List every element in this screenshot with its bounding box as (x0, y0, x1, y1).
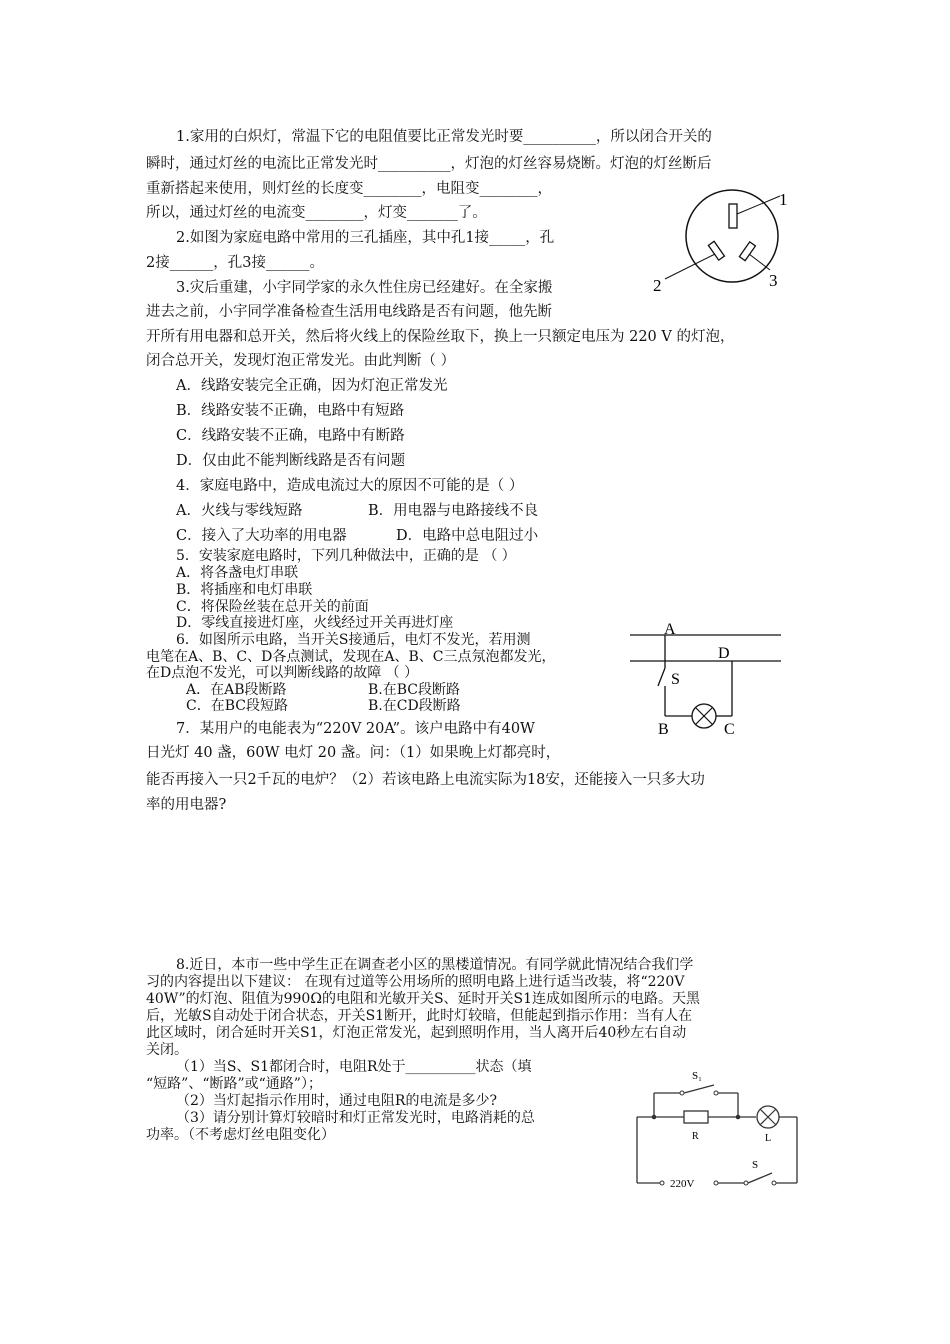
switch-s1-label: S₁ (692, 1070, 702, 1082)
lamp-l-label: L (765, 1133, 772, 1144)
q6-option-d: B.在CD段断路 (368, 698, 461, 714)
q8-line6: 关闭。 (146, 1042, 188, 1058)
q5-option-d: D．零线直接进灯座，火线经过开关再进灯座 (176, 615, 454, 631)
q8-circuit-figure (632, 1065, 807, 1195)
point-a-label: A (664, 621, 676, 638)
q3-option-a: A．线路安装完全正确，因为灯泡正常发光 (176, 378, 448, 394)
q1-line3: 重新搭起来使用，则灯丝的长度变________，电阻变________， (146, 181, 552, 197)
q8-line4: 后，光敏S自动处于闭合状态，开关S1断开，此时灯较暗，但能起到指示作用：当有人在 (146, 1008, 693, 1024)
switch-s (748, 1173, 772, 1183)
q6-option-c: C．在BC段短路 (186, 698, 288, 714)
q6-line2: 电笔在A、B、C、D各点测试，发现在A、B、C三点氖泡都发光， (146, 649, 556, 665)
socket-hole-1 (729, 204, 737, 228)
switch-s1 (684, 1085, 714, 1093)
q3-option-b: B．线路安装不正确，电路中有短路 (176, 403, 405, 419)
q7-line4: 率的用电器? (146, 797, 227, 813)
q8-sub1-b: “短路”、“断路”或“通路”）； (146, 1076, 322, 1092)
q1-line1: 1.家用的白炽灯，常温下它的电阻值要比正常发光时要__________，所以闭合开关的 (176, 129, 712, 145)
switch-s-label: S (671, 671, 680, 688)
switch-s-label: S (752, 1159, 759, 1171)
point-b-label: B (658, 721, 669, 738)
q8-line1: 8.近日，本市一些中学生正在调查老小区的黑楼道情况。有同学就此情况结合我们学 (176, 957, 694, 973)
q2-line1: 2.如图为家庭电路中常用的三孔插座，其中孔1接_____，孔 (176, 230, 555, 246)
socket-hole-2 (708, 241, 724, 260)
q4-option-b: B．用电器与电路接线不良 (368, 503, 539, 519)
q3-option-d: D．仅由此不能判断线路是否有问题 (176, 453, 406, 469)
q7-line1: 7．某用户的电能表为“220V 20A”。该户电路中有40W (176, 721, 535, 737)
q4-option-c: C．接入了大功率的用电器 (176, 528, 347, 544)
q8-line3: 40W”的灯泡、阻值为990Ω的电阻和光敏开关S、延时开关S1连成如图所示的电路。天黑 (146, 991, 701, 1007)
q6-circuit-figure (628, 618, 788, 743)
q4-option-d: D．电路中总电阻过小 (396, 528, 539, 544)
q8-sub1-a: （1）当S、S1都闭合时，电阻R处于__________状态（填 (176, 1059, 532, 1075)
q3-line3: 开所有用电器和总开关，然后将火线上的保险丝取下，换上一只额定电压为 220 V 的灯泡， (146, 329, 735, 345)
q3-line2: 进去之前，小宇同学准备检查生活用电线路是否有问题，他先断 (146, 304, 552, 320)
socket-hole-3 (739, 242, 755, 261)
q6-option-a: A．在AB段断路 (186, 682, 287, 698)
q8-line2: 习的内容提出以下建议： 在现有过道等公用场所的照明电路上进行适当改装，将“220V (146, 974, 685, 990)
q7-line3: 能否再接入一只2千瓦的电炉？（2）若该电路上电流实际为18安，还能接入一只多大功 (146, 772, 705, 788)
q3-line4: 闭合总开关，发现灯泡正常发光。由此判断（ ） (146, 353, 456, 369)
socket-label-2: 2 (653, 276, 662, 295)
q5-option-c: C．将保险丝装在总开关的前面 (176, 599, 369, 615)
q1-line2: 瞬时，通过灯丝的电流比正常发光时__________，灯泡的灯丝容易烧断。灯泡的灯丝断后 (146, 156, 712, 172)
socket-label-1: 1 (779, 190, 788, 209)
point-c-label: C (724, 721, 735, 738)
resistor-r (684, 1111, 708, 1123)
q5-option-a: A．将各盏电灯串联 (176, 565, 299, 581)
q6-option-b: B.在BC段断路 (368, 682, 460, 698)
switch-s (658, 668, 665, 686)
q7-line2: 日光灯 40 盏，60W 电灯 20 盏。问：（1）如果晚上灯都亮时， (146, 745, 561, 761)
q2-line2: 2接______，孔3接______。 (146, 255, 324, 271)
three-hole-socket-figure (645, 180, 805, 300)
q4-stem: 4．家庭电路中，造成电流过大的原因不可能的是（ ） (176, 478, 524, 494)
q6-line3: 在D点泡不发光，可以判断线路的故障 （ ） (146, 665, 419, 681)
point-d-label: D (718, 645, 730, 662)
q8-line5: 此区域时，闭合延时开关S1，灯泡正常发光，起到照明作用，当人离开后40秒左右自动 (146, 1025, 687, 1041)
q6-line1: 6．如图所示电路，当开关S接通后，电灯不发光，若用测 (176, 632, 531, 648)
q8-sub3-b: 功率。（不考虑灯丝电阻变化） (146, 1127, 335, 1143)
q4-option-a: A．火线与零线短路 (176, 503, 303, 519)
q3-line1: 3.灾后重建，小宇同学家的永久性住房已经建好。在全家搬 (176, 280, 553, 296)
socket-label-3: 3 (769, 271, 778, 290)
q5-stem: 5．安装家庭电路时，下列几种做法中，正确的是 （ ） (176, 548, 516, 564)
q5-option-b: B．将插座和电灯串联 (176, 582, 313, 598)
q3-option-c: C．线路安装不正确，电路中有断路 (176, 428, 405, 444)
resistor-r-label: R (692, 1131, 699, 1142)
q8-sub2: （2）当灯起指示作用时，通过电阻R的电流是多少? (176, 1093, 497, 1109)
q1-line4: 所以，通过灯丝的电流变________，灯变_______了。 (146, 205, 487, 221)
q8-sub3-a: （3）请分别计算灯较暗时和灯正常发光时，电路消耗的总 (176, 1110, 535, 1126)
supply-voltage-label: 220V (670, 1178, 695, 1190)
